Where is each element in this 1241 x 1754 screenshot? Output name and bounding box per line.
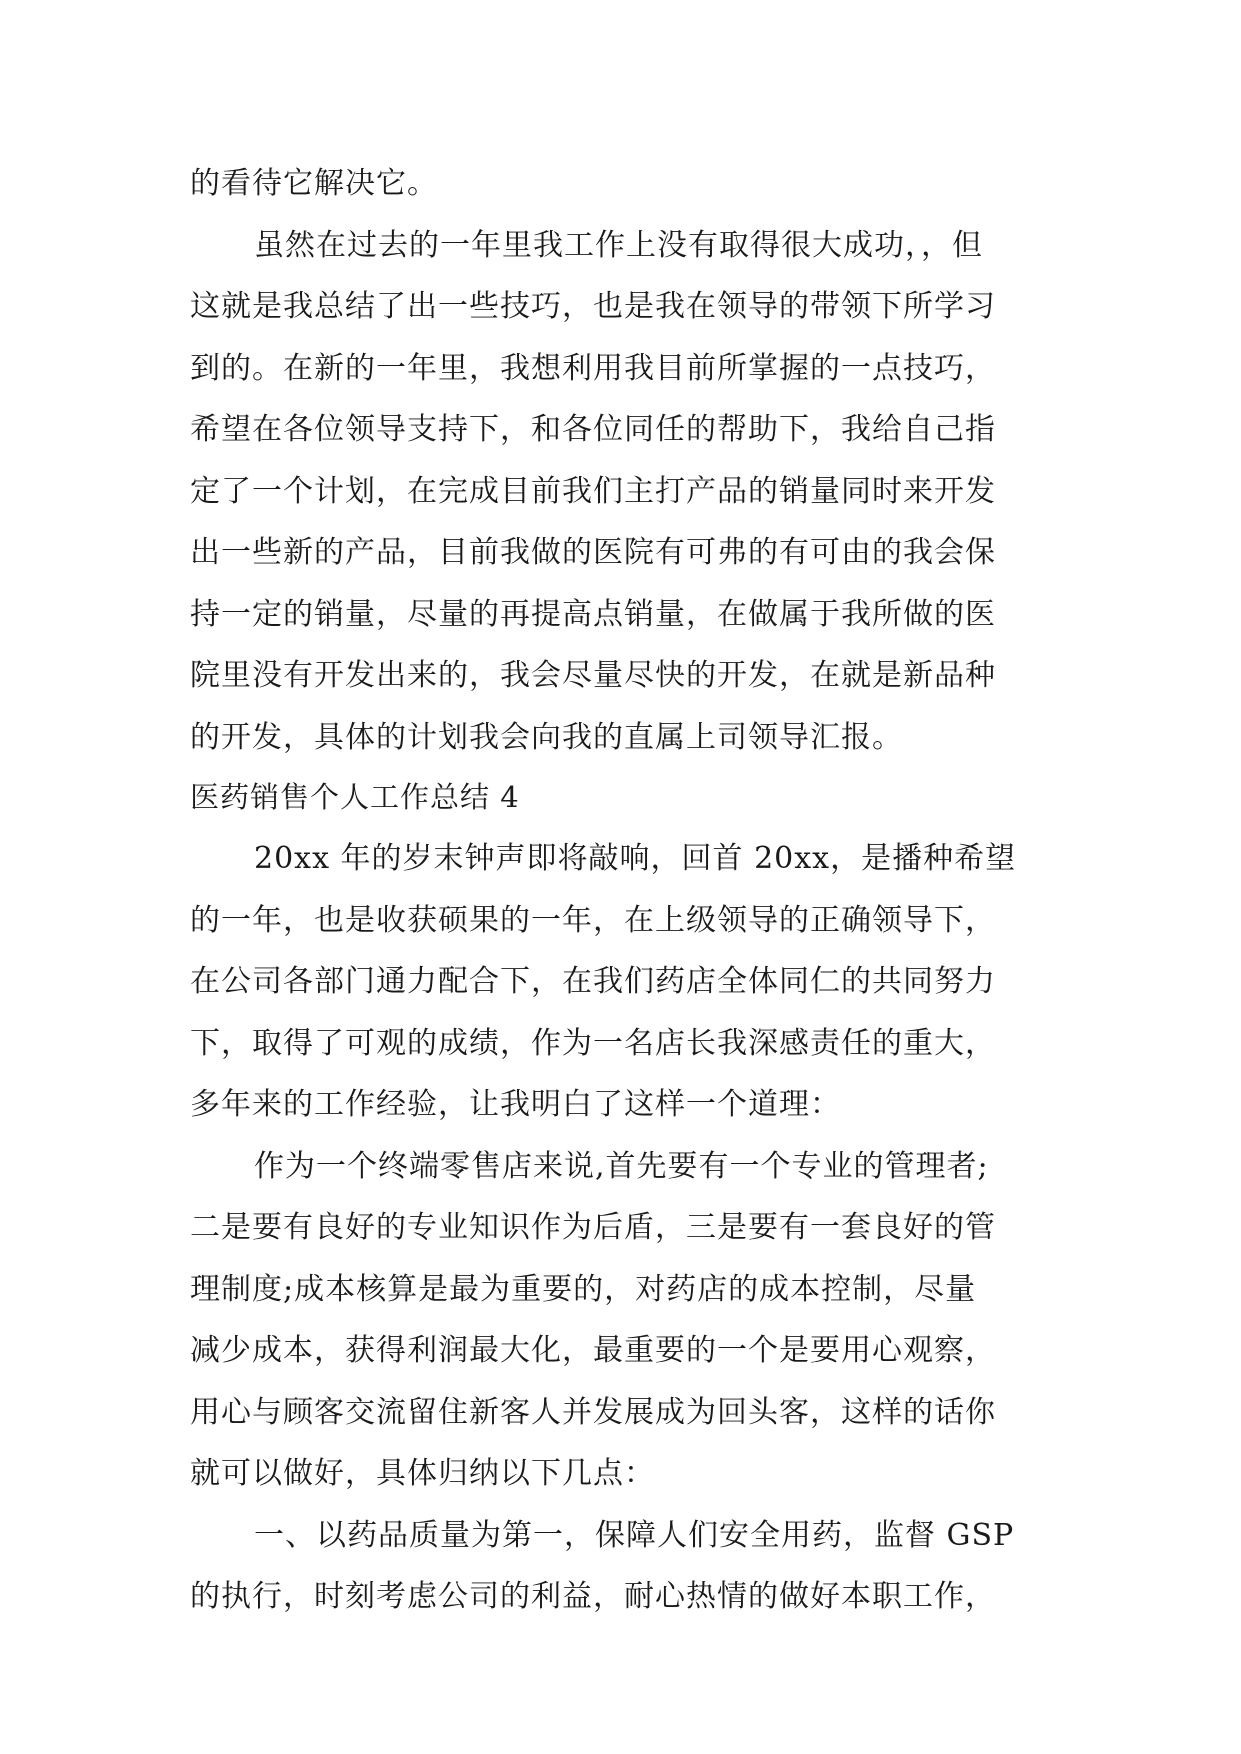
paragraph-start-line: 20xx 年的岁末钟声即将敲响，回首 20xx，是播种希望: [254, 841, 1017, 876]
text-line: 二是要有良好的专业知识作为后盾，三是要有一套良好的管: [190, 1210, 996, 1245]
text-line: 这就是我总结了出一些技巧，也是我在领导的带领下所学习: [190, 289, 996, 324]
text-line: 希望在各位领导支持下，和各位同任的帮助下，我给自己指: [190, 412, 996, 447]
text-line: 持一定的销量，尽量的再提高点销量，在做属于我所做的医: [190, 597, 996, 632]
text-line: 的开发，具体的计划我会向我的直属上司领导汇报。: [190, 720, 903, 755]
section-heading: 医药销售个人工作总结 4: [190, 780, 520, 814]
paragraph-start-line: 作为一个终端零售店来说,首先要有一个专业的管理者;: [254, 1149, 989, 1184]
text-line: 在公司各部门通力配合下，在我们药店全体同仁的共同努力: [190, 964, 996, 999]
text-line: 下，取得了可观的成绩，作为一名店长我深感责任的重大，: [190, 1026, 996, 1061]
paragraph-start-line: 虽然在过去的一年里我工作上没有取得很大成功，，但: [254, 228, 983, 263]
text-line: 就可以做好，具体归纳以下几点：: [190, 1456, 655, 1491]
text-line: 用心与顾客交流留住新客人并发展成为回头客，这样的话你: [190, 1395, 996, 1430]
text-line: 的执行，时刻考虑公司的利益，耐心热情的做好本职工作，: [190, 1579, 996, 1614]
paragraph-start-line: 一、以药品质量为第一，保障人们安全用药，监督 GSP: [254, 1518, 1015, 1553]
text-line: 的一年，也是收获硕果的一年，在上级领导的正确领导下，: [190, 903, 996, 938]
text-line: 多年来的工作经验，让我明白了这样一个道理：: [190, 1087, 841, 1122]
text-line: 院里没有开发出来的，我会尽量尽快的开发，在就是新品种: [190, 658, 996, 693]
text-line: 到的。在新的一年里，我想利用我目前所掌握的一点技巧，: [190, 351, 996, 386]
text-line: 减少成本，获得利润最大化，最重要的一个是要用心观察，: [190, 1333, 996, 1368]
text-line: 出一些新的产品，目前我做的医院有可弗的有可由的我会保: [190, 535, 996, 570]
text-line: 的看待它解决它。: [190, 166, 438, 201]
text-line: 理制度;成本核算是最为重要的，对药店的成本控制，尽量: [190, 1272, 977, 1307]
text-line: 定了一个计划，在完成目前我们主打产品的销量同时来开发: [190, 474, 996, 509]
